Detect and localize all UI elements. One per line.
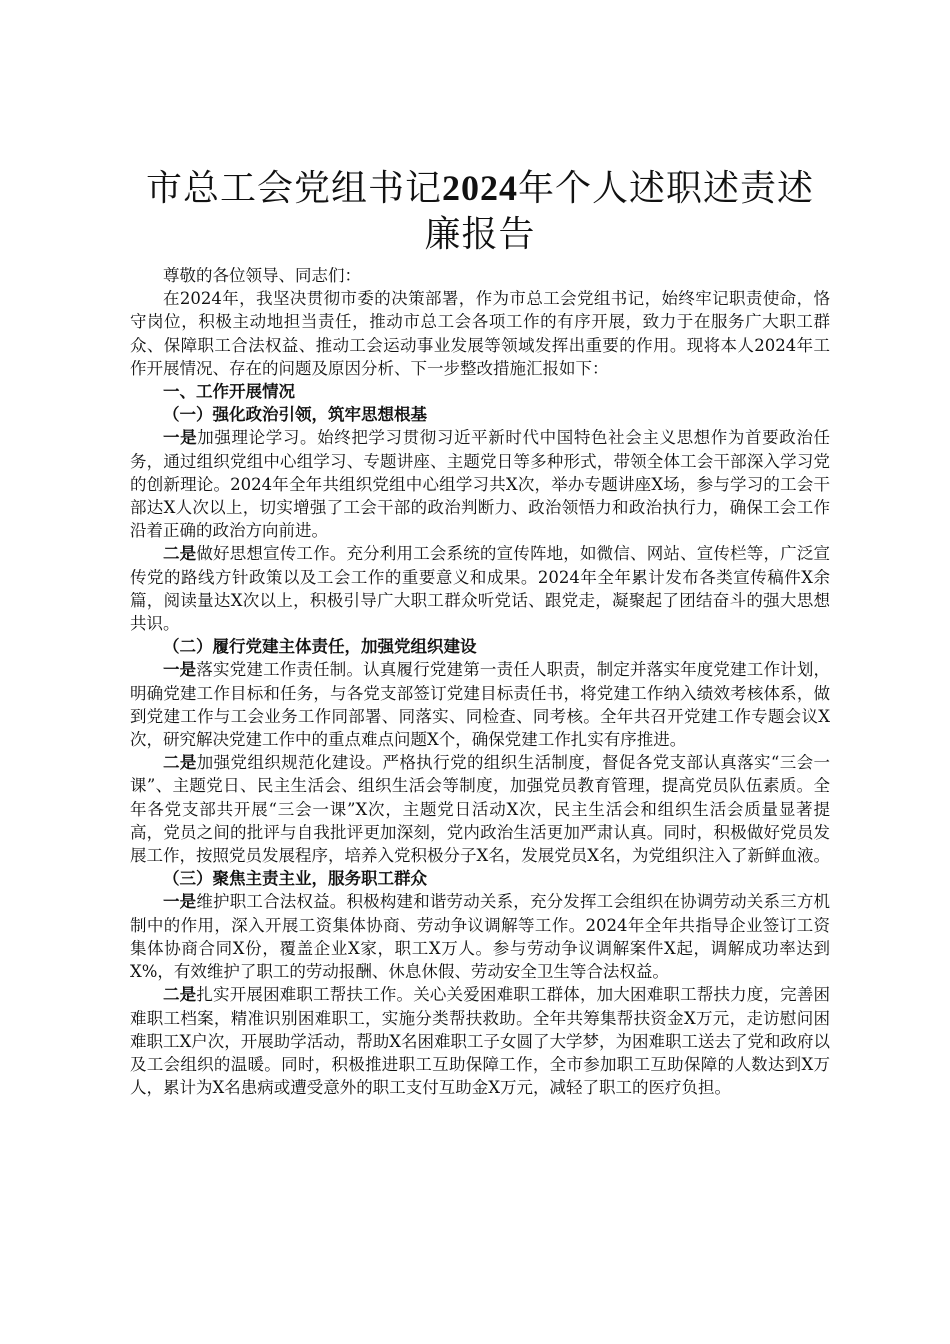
- paragraph-text: 扎实开展困难职工帮扶工作。关心关爱困难职工群体，加大困难职工帮扶力度，完善困难职工档案，精准识别困难职工，实施分类帮扶救助。全年共筹集帮扶资金X万元，走访慰问困难职工X户次，开展助学活动，帮助X名困难职工子女圆了大学梦，为困难职工送去了党和政府以及工会组织的温暖。同时，积极推进职工互助保障工作，全市参加职工互助保障的人数达到X万人，累计为X名患病或遭受意外的职工支付互助金X万元，减轻了职工的医疗负担。: [130, 985, 831, 1098]
- section-heading: 一、工作开展情况: [163, 382, 295, 402]
- document-title: [130, 165, 830, 258]
- body-paragraph: [130, 426, 830, 542]
- intro-paragraph: 在2024年，我坚决贯彻市委的决策部署，作为市总工会党组书记，始终牢记职责使命，恪守岗位，积极主动地担当责任，推动市总工会各项工作的有序开展，致力于在服务广大职工群众、保障职工合法权益、推动工会运动事业发展等领域发挥出重要的作用。现将本人2024年工作开展情况、存在的问题及原因分析、下一步整改措施汇报如下：: [130, 289, 830, 378]
- paragraph-lead: 二是: [163, 544, 197, 564]
- title-part2: 年个人述职述责述廉报告: [424, 168, 815, 255]
- document-page: [130, 165, 830, 1099]
- body-paragraph: [130, 751, 830, 867]
- title-year: 2024: [442, 168, 518, 208]
- paragraph-text: 加强党组织规范化建设。严格执行党的组织生活制度，督促各党支部认真落实“三会一课”、主题党日、民主生活会、组织生活会等制度，加强党员教育管理，提高党员队伍素质。全年各党支部共开展“三会一课”X次，主题党日活动X次，民主生活会和组织生活会质量显著提高，党员之间的批评与自我批评更加深刻，党内政治生活更加严肃认真。同时，积极做好党员发展工作，按照党员发展程序，培养入党积极分子X名，发展党员X名，为党组织注入了新鲜血液。: [130, 753, 831, 866]
- title-part1: 市总工会党组书记: [145, 168, 442, 209]
- paragraph-text: 维护职工合法权益。积极构建和谐劳动关系，充分发挥工会组织在协调劳动关系三方机制中的作用，深入开展工资集体协商、劳动争议调解等工作。2024年全年共指导企业签订工资集体协商合同X份，覆盖企业X家，职工X万人。参与劳动争议调解案件X起，调解成功率达到X%，有效维护了职工的劳动报酬、休息休假、劳动安全卫生等合法权益。: [130, 892, 831, 982]
- paragraph-text: 加强理论学习。始终把学习贯彻习近平新时代中国特色社会主义思想作为首要政治任务，通过组织党组中心组学习、专题讲座、主题党日等多种形式，带领全体工会干部深入学习党的创新理论。2024年全年共组织党组中心组学习共X次，举办专题讲座X场，参与学习的工会干部达X人次以上，切实增强了工会干部的政治判断力、政治领悟力和政治执行力，确保工会工作沿着正确的政治方向前进。: [130, 428, 831, 541]
- paragraph-text: 做好思想宣传工作。充分利用工会系统的宣传阵地，如微信、网站、宣传栏等，广泛宣传党的路线方针政策以及工会工作的重要意义和成果。2024年全年累计发布各类宣传稿件X余篇，阅读量达X次以上，积极引导广大职工群众听党话、跟党走，凝聚起了团结奋斗的强大思想共识。: [130, 544, 831, 634]
- salutation: 尊敬的各位领导、同志们：: [163, 266, 361, 285]
- paragraph-lead: 一是: [163, 660, 197, 680]
- subsection-heading: （一）强化政治引领，筑牢思想根基: [163, 405, 427, 425]
- body-paragraph: [130, 658, 830, 751]
- body-paragraph: [130, 542, 830, 635]
- body-paragraph: [130, 890, 830, 983]
- paragraph-lead: 一是: [163, 892, 197, 912]
- subsection-heading: （三）聚焦主责主业，服务职工群众: [163, 869, 427, 889]
- subsection-heading: （二）履行党建主体责任，加强党组织建设: [163, 637, 477, 657]
- body-paragraph: [130, 983, 830, 1099]
- paragraph-lead: 二是: [163, 753, 197, 773]
- paragraph-text: 落实党建工作责任制。认真履行党建第一责任人职责，制定并落实年度党建工作计划，明确党建工作目标和任务，与各党支部签订党建目标责任书，将党建工作纳入绩效考核体系，做到党建工作与工会业务工作同部署、同落实、同检查、同考核。全年共召开党建工作专题会议X次，研究解决党建工作中的重点难点问题X个，确保党建工作扎实有序推进。: [130, 660, 831, 750]
- paragraph-lead: 二是: [163, 985, 197, 1005]
- paragraph-lead: 一是: [163, 428, 198, 448]
